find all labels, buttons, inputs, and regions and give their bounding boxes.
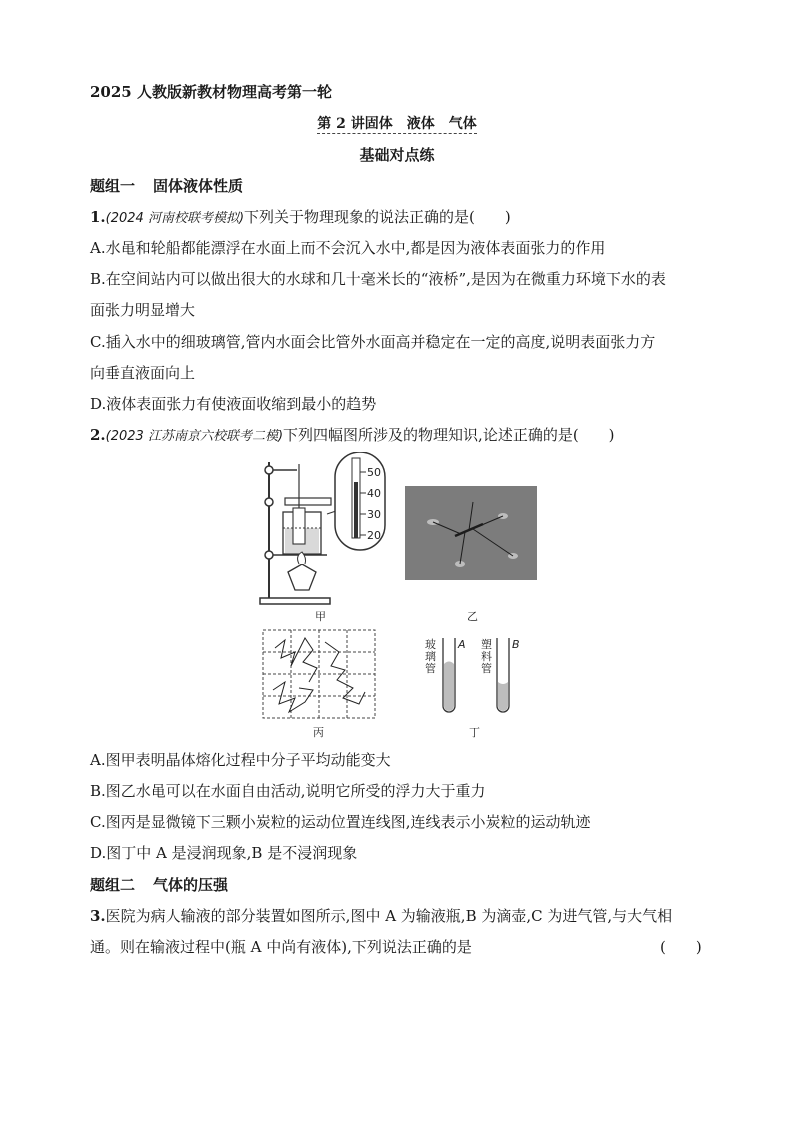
question-1-stem [90,207,710,229]
figure-label-yi: 乙 [467,610,478,623]
answer-bracket: ( ) [660,938,702,956]
section-name: 固体液体性质 [153,177,244,195]
figure-label-jia: 甲 [315,610,326,623]
section-label: 题组二 [90,876,136,894]
q2-figure [255,452,555,742]
section-heading-2 [90,875,710,895]
figure-label-ding: 丁 [469,726,480,739]
q2-option-b: B.图乙水黾可以在水面自由活动,说明它所受的浮力大于重力 [90,782,486,800]
q2-option-d: D.图丁中 A 是浸润现象,B 是不浸润现象 [90,844,358,862]
q1-option-d: D.液体表面张力有使液面收缩到最小的趋势 [90,395,377,413]
question-3-line2 [90,937,710,957]
question-source: (2024 河南校联考模拟) [105,211,245,226]
tube-b-name-char-3: 管 [481,662,492,675]
tube-b-name-char-1: 塑 [481,638,492,651]
q1-option-c-line2: 向垂直液面向上 [90,364,196,382]
tube-a-name-char-1: 玻 [425,638,436,651]
series-title: 2025 人教版新教材物理高考第一轮 [90,83,332,101]
q1-option-a: A.水黾和轮船都能漂浮在水面上而不会沉入水中,都是因为液体表面张力的作用 [90,239,606,257]
figure-bing-brownian-grid [263,630,375,718]
question-text: 下列四幅图所涉及的物理知识,论述正确的是( ) [283,426,615,444]
question-source: (2023 江苏南京六校联考二模) [105,429,284,444]
figure-label-bing: 丙 [313,726,324,739]
question-number: 3. [90,907,106,925]
question-2-stem [90,425,710,447]
question-number: 2. [90,426,106,444]
tube-a-letter: A [458,638,466,651]
question-text: 下列关于物理现象的说法正确的是( ) [244,208,511,226]
section-name: 气体的压强 [153,876,229,894]
section-label: 题组一 [90,177,136,195]
figure-jia-thermometer [335,452,385,550]
figure-ding-capillary-tubes [425,637,520,712]
tube-b-letter: B [512,638,520,651]
thermometer-tick-20: 20 [367,529,381,542]
question-number: 1. [90,208,106,226]
subtitle: 基础对点练 [359,146,435,164]
q1-option-b-line1: B.在空间站内可以做出很大的水球和几十毫米长的“液桥”,是因为在微重力环境下水的表 [90,270,666,288]
tube-a-name-char-2: 璃 [425,650,436,663]
q2-option-c: C.图丙是显微镜下三颗小炭粒的运动位置连线图,连线表示小炭粒的运动轨迹 [90,813,591,831]
section-heading-1 [90,176,710,196]
thermometer-tick-40: 40 [367,487,381,500]
lecture-title [0,114,794,134]
thermometer-tick-30: 30 [367,508,381,521]
question-text: 医院为病人输液的部分装置如图所示,图中 A 为输液瓶,B 为滴壶,C 为进气管,与大气相 [105,907,673,925]
thermometer-tick-50: 50 [367,466,381,479]
question-text: 通。则在输液过程中(瓶 A 中尚有液体),下列说法正确的是 [90,938,472,956]
q1-option-b-line2: 面张力明显增大 [90,301,196,319]
lecture-title-text: 第 2 讲固体 液体 气体 [317,116,477,132]
q1-option-c-line1: C.插入水中的细玻璃管,管内水面会比管外水面高并稳定在一定的高度,说明表面张力方 [90,333,656,351]
q2-option-a: A.图甲表明晶体熔化过程中分子平均动能变大 [90,751,391,769]
tube-a-name-char-3: 管 [425,662,436,675]
tube-b-name-char-2: 料 [481,650,492,663]
question-3-line1 [90,906,710,926]
figure-yi-water-strider-photo [405,486,537,580]
figure-jia-apparatus [260,462,339,604]
